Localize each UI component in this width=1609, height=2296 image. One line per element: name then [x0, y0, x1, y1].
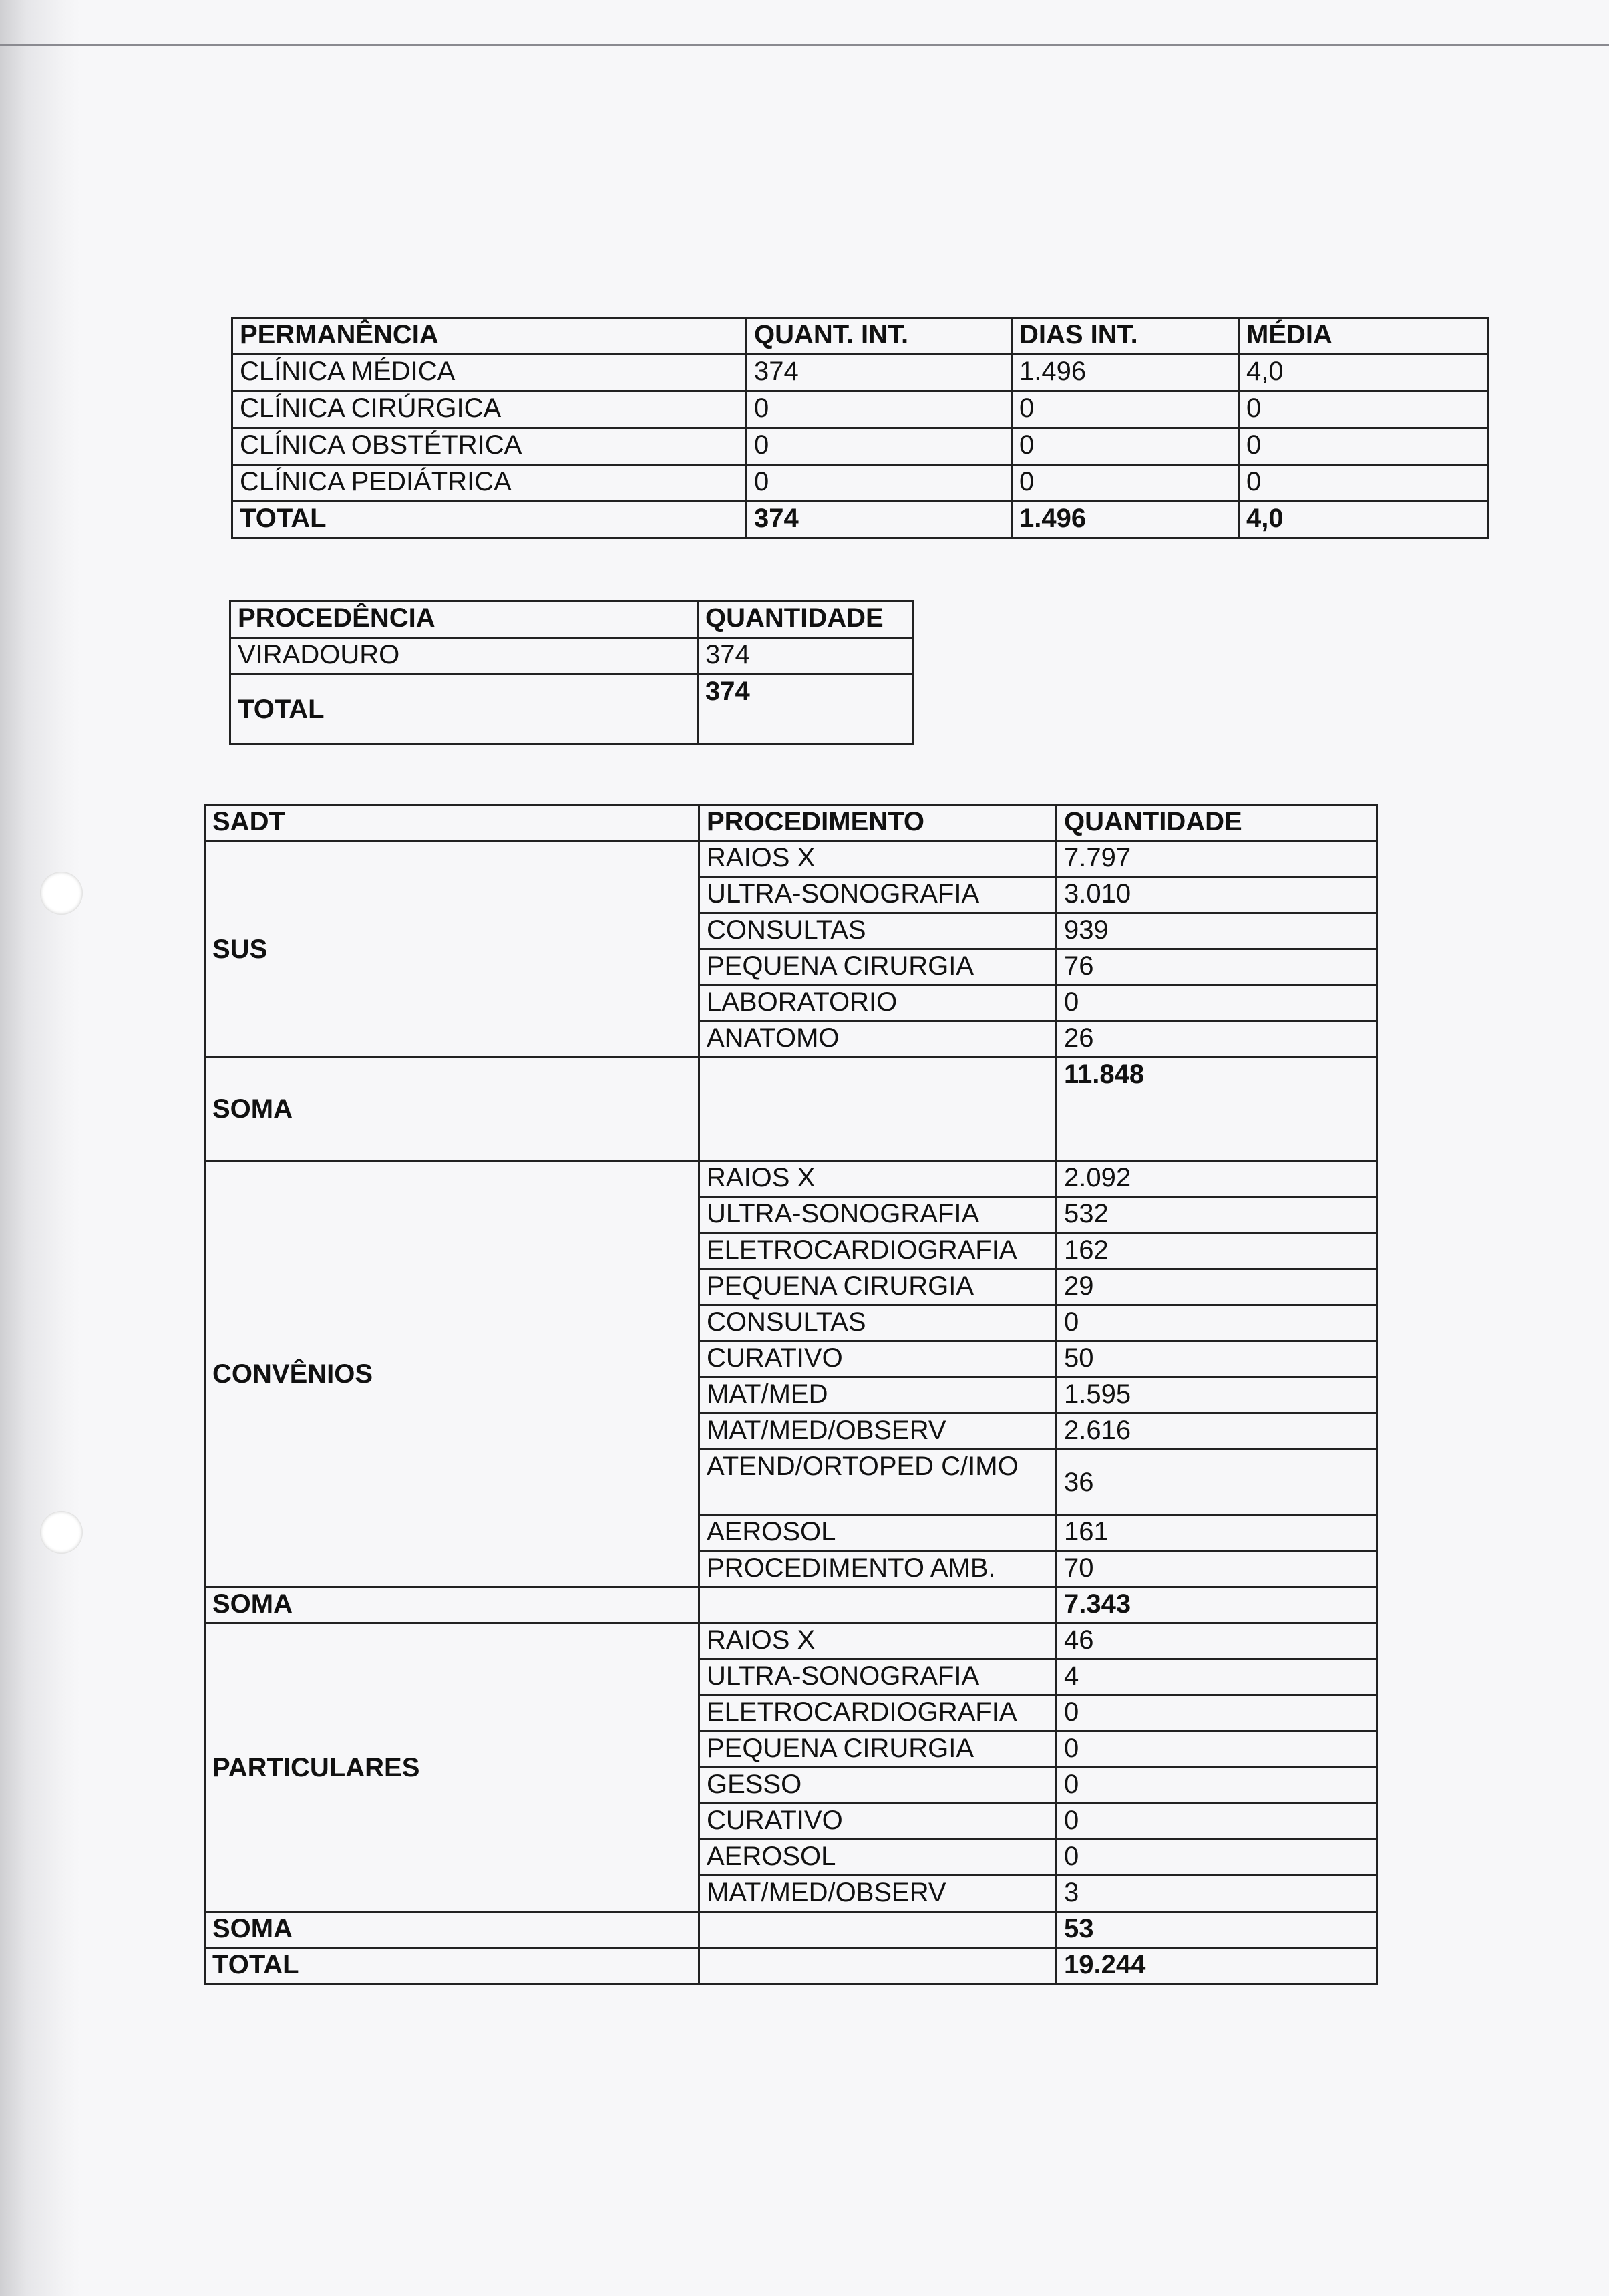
table-header-row: [230, 601, 913, 638]
total-cell: 1.496: [1012, 502, 1239, 538]
soma-value: 7.343: [1057, 1587, 1377, 1623]
table-row: [232, 355, 1488, 391]
punch-hole: [40, 872, 83, 915]
soma-value: 53: [1057, 1912, 1377, 1948]
table-cell: 0: [747, 465, 1012, 502]
table-cell: 70: [1057, 1551, 1377, 1587]
total-cell: 4,0: [1239, 502, 1488, 538]
table-total-row: [230, 675, 913, 744]
top-rule: [0, 44, 1609, 46]
table-row: [230, 638, 913, 675]
table-cell: CLÍNICA PEDIÁTRICA: [232, 465, 747, 502]
table-cell: 0: [1057, 1768, 1377, 1804]
soma-row: [205, 1587, 1377, 1623]
table-total-row: [232, 502, 1488, 538]
table-header-row: [205, 805, 1377, 841]
table-cell: ELETROCARDIOGRAFIA: [699, 1233, 1057, 1269]
total-cell: 374: [747, 502, 1012, 538]
header-cell: PERMANÊNCIA: [232, 318, 747, 355]
table-cell: 0: [747, 428, 1012, 465]
table-row: [205, 1161, 1377, 1197]
table-cell: 7.797: [1057, 841, 1377, 877]
table-row: [232, 391, 1488, 428]
table-row: [205, 841, 1377, 877]
table-cell: VIRADOURO: [230, 638, 698, 675]
table-cell: 50: [1057, 1341, 1377, 1377]
scan-shadow-edge: [0, 0, 80, 2296]
table-cell: ATEND/ORTOPED C/IMO: [699, 1450, 1057, 1515]
table-cell: CURATIVO: [699, 1341, 1057, 1377]
table-cell: 0: [747, 391, 1012, 428]
header-cell: PROCEDIMENTO: [699, 805, 1057, 841]
table-cell: 0: [1012, 465, 1239, 502]
header-cell: MÉDIA: [1239, 318, 1488, 355]
table-cell: ULTRA-SONOGRAFIA: [699, 877, 1057, 913]
empty-cell: [699, 1912, 1057, 1948]
group-label-particulares: PARTICULARES: [205, 1623, 699, 1912]
table-cell: 2.092: [1057, 1161, 1377, 1197]
table-row: [205, 1623, 1377, 1659]
table-cell: 374: [698, 638, 913, 675]
header-cell: QUANT. INT.: [747, 318, 1012, 355]
table-cell: 3.010: [1057, 877, 1377, 913]
table-row: [232, 465, 1488, 502]
table-cell: MAT/MED/OBSERV: [699, 1414, 1057, 1450]
table-cell: LABORATORIO: [699, 985, 1057, 1021]
table-cell: 0: [1057, 1840, 1377, 1876]
table-cell: 162: [1057, 1233, 1377, 1269]
soma-label: SOMA: [205, 1057, 699, 1161]
table-cell: 4,0: [1239, 355, 1488, 391]
table-cell: MAT/MED: [699, 1377, 1057, 1414]
header-cell: QUANTIDADE: [698, 601, 913, 638]
table-cell: ULTRA-SONOGRAFIA: [699, 1197, 1057, 1233]
table-cell: PEQUENA CIRURGIA: [699, 1732, 1057, 1768]
group-label-sus: SUS: [205, 841, 699, 1057]
empty-cell: [699, 1948, 1057, 1984]
header-cell: DIAS INT.: [1012, 318, 1239, 355]
table-cell: 0: [1239, 391, 1488, 428]
table-cell: ULTRA-SONOGRAFIA: [699, 1659, 1057, 1695]
permanencia-table: [231, 317, 1489, 539]
procedencia-table: [229, 600, 914, 745]
table-cell: 0: [1012, 428, 1239, 465]
table-cell: 0: [1057, 1695, 1377, 1732]
table-cell: 0: [1057, 985, 1377, 1021]
table-cell: PEQUENA CIRURGIA: [699, 949, 1057, 985]
header-cell: PROCEDÊNCIA: [230, 601, 698, 638]
soma-row: [205, 1057, 1377, 1161]
table-cell: PEQUENA CIRURGIA: [699, 1269, 1057, 1305]
table-cell: 161: [1057, 1515, 1377, 1551]
table-cell: 1.496: [1012, 355, 1239, 391]
punch-hole: [40, 1511, 83, 1554]
table-cell: 76: [1057, 949, 1377, 985]
soma-label: SOMA: [205, 1587, 699, 1623]
table-cell: AEROSOL: [699, 1515, 1057, 1551]
table-total-row: [205, 1948, 1377, 1984]
table-cell: RAIOS X: [699, 1161, 1057, 1197]
total-cell: TOTAL: [230, 675, 698, 744]
table-cell: AEROSOL: [699, 1840, 1057, 1876]
empty-cell: [699, 1057, 1057, 1161]
group-label-convenios: CONVÊNIOS: [205, 1161, 699, 1587]
table-cell: 1.595: [1057, 1377, 1377, 1414]
table-cell: ELETROCARDIOGRAFIA: [699, 1695, 1057, 1732]
total-cell: TOTAL: [232, 502, 747, 538]
table-cell: 939: [1057, 913, 1377, 949]
total-cell: 374: [698, 675, 913, 744]
header-cell: SADT: [205, 805, 699, 841]
table-row: [232, 428, 1488, 465]
soma-value: 11.848: [1057, 1057, 1377, 1161]
table-cell: 29: [1057, 1269, 1377, 1305]
table-cell: ANATOMO: [699, 1021, 1057, 1057]
sadt-table: [204, 804, 1378, 1985]
header-cell: QUANTIDADE: [1057, 805, 1377, 841]
soma-label: SOMA: [205, 1912, 699, 1948]
table-cell: CLÍNICA OBSTÉTRICA: [232, 428, 747, 465]
total-label: TOTAL: [205, 1948, 699, 1984]
table-cell: CLÍNICA MÉDICA: [232, 355, 747, 391]
total-value: 19.244: [1057, 1948, 1377, 1984]
table-header-row: [232, 318, 1488, 355]
empty-cell: [699, 1587, 1057, 1623]
table-cell: PROCEDIMENTO AMB.: [699, 1551, 1057, 1587]
table-cell: 0: [1239, 465, 1488, 502]
table-cell: 0: [1057, 1732, 1377, 1768]
table-cell: CONSULTAS: [699, 913, 1057, 949]
table-cell: RAIOS X: [699, 1623, 1057, 1659]
table-cell: MAT/MED/OBSERV: [699, 1876, 1057, 1912]
table-cell: 532: [1057, 1197, 1377, 1233]
table-cell: CURATIVO: [699, 1804, 1057, 1840]
table-cell: 0: [1012, 391, 1239, 428]
table-cell: RAIOS X: [699, 841, 1057, 877]
table-cell: CLÍNICA CIRÚRGICA: [232, 391, 747, 428]
table-cell: 4: [1057, 1659, 1377, 1695]
table-cell: 3: [1057, 1876, 1377, 1912]
table-cell: 36: [1057, 1450, 1377, 1515]
table-cell: 374: [747, 355, 1012, 391]
table-cell: 0: [1057, 1305, 1377, 1341]
table-cell: 0: [1057, 1804, 1377, 1840]
soma-row: [205, 1912, 1377, 1948]
table-cell: 2.616: [1057, 1414, 1377, 1450]
table-cell: 26: [1057, 1021, 1377, 1057]
table-cell: GESSO: [699, 1768, 1057, 1804]
table-cell: CONSULTAS: [699, 1305, 1057, 1341]
table-cell: 46: [1057, 1623, 1377, 1659]
table-cell: 0: [1239, 428, 1488, 465]
